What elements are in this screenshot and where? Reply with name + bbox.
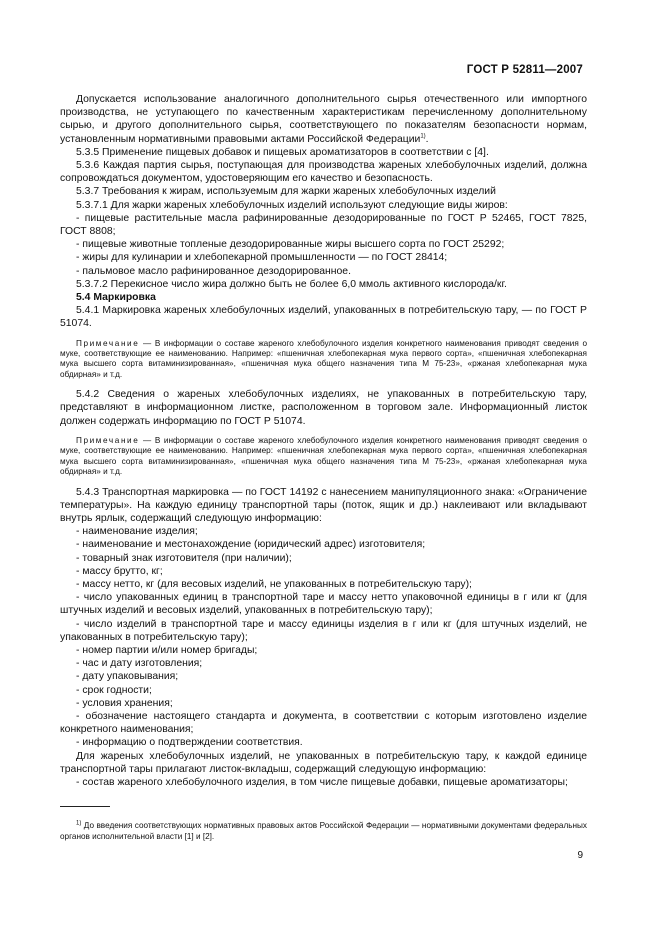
label-item: - срок годности;: [76, 684, 152, 696]
insert-item: - состав жареного хлебобулочного изделия, в том числе пищевые добавки, пищевые ароматизаторы;: [76, 776, 568, 788]
label-item: - час и дату изготовления;: [76, 658, 203, 670]
fat-item-4: - пальмовое масло рафинированное дезодорированное.: [76, 265, 351, 277]
clause-5-3-7: 5.3.7 Требования к жирам, используемым для жарки жареных хлебобулочных изделий: [76, 186, 496, 198]
clause-5-4-1: 5.4.1 Маркировка жареных хлебобулочных изделий, упакованных в потребительскую тару, — по ГОСТ Р 51074.: [60, 305, 587, 330]
footnote-divider: [60, 806, 110, 807]
note-label: Примечание: [76, 338, 140, 348]
label-item: - массу нетто, кг (для весовых изделий, не упакованных в потребительскую тару);: [76, 578, 472, 590]
footnote: [60, 821, 587, 842]
label-item: - товарный знак изготовителя (при наличии);: [76, 552, 292, 564]
label-item: - условия хранения;: [76, 697, 173, 709]
paragraph-text: Допускается использование аналогичного дополнительного сырья отечественного или импортного производства, не уступающего по качественным характеристикам перечисленному дополнительному сырью, и другого дополнительного сырья, соответствующего по показателям безопасности нормам, установленным нормативными правовыми актами Российской Федерации: [60, 94, 587, 145]
label-item: - наименование и местонахождение (юридический адрес) изготовителя;: [76, 539, 426, 551]
clause-5-3-5: 5.3.5 Применение пищевых добавок и пищевых ароматизаторов в соответствии с [4].: [76, 146, 489, 158]
label-item: - номер партии и/или номер бригады;: [76, 644, 258, 656]
label-item: - число упакованных единиц в транспортной таре и массу нетто упаковочной единицы в г или кг (для штучных изделий и весовых изделий, упакованных в потребительскую тару);: [60, 592, 587, 617]
label-item: - обозначение настоящего стандарта и документа, в соответствии с которым изготовлено изделие конкретного наименования;: [60, 710, 587, 736]
clause-5-3-7-2: 5.3.7.2 Перекисное число жира должно быть не более 6,0 ммоль активного кислорода/кг.: [76, 278, 507, 290]
label-item: - массу брутто, кг;: [76, 565, 163, 577]
note-text: — В информации о составе жареного хлебобулочного изделия конкретного наименования приводят сведения о муке, соответствующие ее наименованию. Например: «пшеничная хлебопекарная мука первого сорта», «пшеничная хлебопекарная мука высшего сорта витаминизированная», «пшеничная мука общего назначения типа М 75-23», «ржаная хлебопекарная мука обдирная» и т.д.: [60, 338, 587, 379]
fat-item-3: - жиры для кулинарии и хлебопекарной промышленности — по ГОСТ 28414;: [76, 252, 448, 264]
paragraph-additional-raw-materials: [60, 93, 587, 146]
note-1: [60, 339, 587, 381]
clause-5-4-2: 5.4.2 Сведения о жареных хлебобулочных изделиях, не упакованных в потребительскую тару, представляют в информационном листке, расположенном в торговом зале. Информационный листок должен содержать информацию по ГОСТ Р 51074.: [60, 389, 587, 427]
document-body: [60, 93, 587, 789]
footnote-mark: 1): [76, 820, 82, 827]
label-item: - наименование изделия;: [76, 526, 198, 538]
fat-item-1: - пищевые растительные масла рафинированные дезодорированные по ГОСТ Р 52465, ГОСТ 7825, ГОСТ 8808;: [60, 212, 587, 238]
label-item: - число изделий в транспортной таре и массу единицы изделия в г или кг (для штучных изделий, не упакованных в потребительскую тару);: [60, 618, 587, 643]
note-2: [60, 436, 587, 478]
clause-5-3-7-1: 5.3.7.1 Для жарки жареных хлебобулочных изделий используют следующие виды жиров:: [76, 199, 508, 211]
label-item: - дату упаковывания;: [76, 671, 179, 683]
page-number: 9: [577, 850, 583, 861]
clause-5-3-6: 5.3.6 Каждая партия сырья, поступающая для производства жареных хлебобулочных изделий, должна сопровождаться документом, удостоверяющим его качество и безопасность.: [60, 160, 587, 185]
page-header: ГОСТ Р 52811—2007: [466, 64, 583, 76]
footnote-text: До введения соответствующих нормативных правовых актов Российской Федерации — нормативными документами федеральных органов исполнительной власти [1] и [2].: [60, 821, 587, 841]
section-heading-marking: 5.4 Маркировка: [76, 292, 156, 304]
fat-item-2: - пищевые животные топленые дезодорированные жиры высшего сорта по ГОСТ 25292;: [76, 239, 505, 251]
clause-5-4-3: 5.4.3 Транспортная маркировка — по ГОСТ 14192 с нанесением манипуляционного знака: «Ограничение температуры». На каждую единицу транспортной тары (поток, ящик и др.) наклеивают или вкладывают внутрь ярлык, содержащий следующую информацию:: [60, 486, 587, 524]
note-text: — В информации о составе жареного хлебобулочного изделия конкретного наименования приводят сведения о муке, соответствующие ее наименованию. Например: «пшеничная хлебопекарная мука первого сорта», «пшеничная хлебопекарная мука высшего сорта витаминизированная», «пшеничная мука общего назначения типа М 75-23», «ржаная хлебопекарная мука обдирная» и т.д.: [60, 435, 587, 477]
footnote-ref[interactable]: 1): [420, 133, 426, 140]
note-label: Примечание: [76, 435, 140, 445]
insert-sheet-paragraph: Для жареных хлебобулочных изделий, не упакованных в потребительскую тару, к каждой единице транспортной тары прилагают листок-вкладыш, содержащий следующую информацию:: [60, 750, 587, 775]
paragraph-end: .: [425, 133, 429, 145]
label-item: - информацию о подтверждении соответствия.: [76, 737, 303, 749]
